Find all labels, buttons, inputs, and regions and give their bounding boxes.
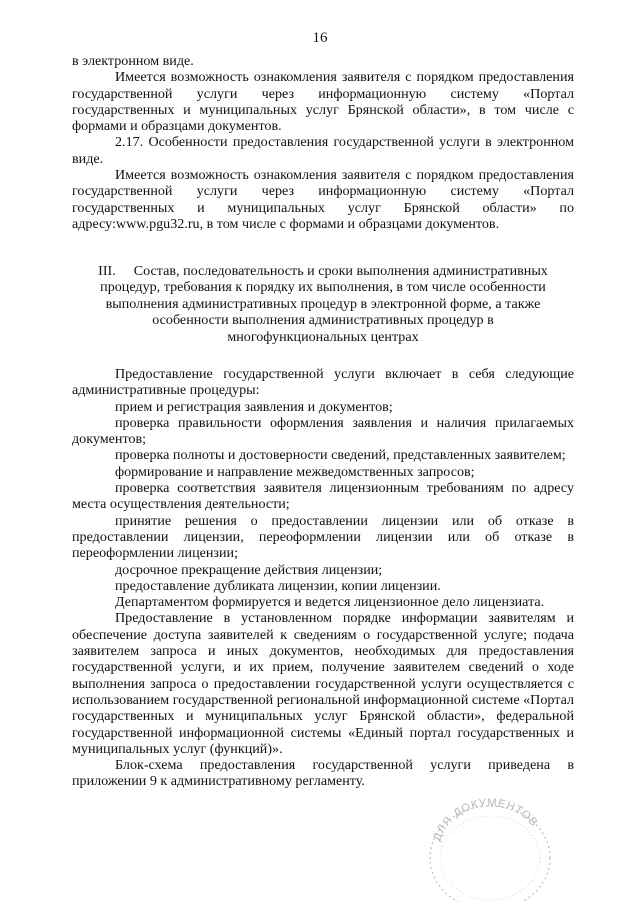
- section-heading-line-3: выполнения административных процедур в электронной форме, а также: [105, 295, 541, 312]
- section-heading-line-1: III. Состав, последовательность и сроки выполнения административных: [98, 263, 548, 279]
- paragraph: Блок-схема предоставления государственной услуги приведена в приложении 9 к административному регламенту.: [72, 757, 574, 790]
- paragraph: Департаментом формируется и ведется лицензионное дело лицензиата.: [115, 594, 545, 611]
- list-item: предоставление дубликата лицензии, копии лицензии.: [115, 577, 441, 594]
- stamp-text: ДЛЯ ДОКУМЕНТОВ: [431, 796, 541, 843]
- official-stamp-seal: [418, 792, 558, 902]
- section-roman-numeral: III.: [98, 263, 116, 279]
- paragraph: в электронном виде.: [72, 53, 194, 69]
- list-item: принятие решения о предоставлении лицензии или об отказе в предоставлении лицензии, переоформлении лицензии или об отказе в переоформлении лицензии;: [72, 512, 574, 562]
- list-item: досрочное прекращение действия лицензии;: [115, 561, 383, 578]
- section-heading: [72, 263, 574, 345]
- list-item: проверка полноты и достоверности сведений, представленных заявителем;: [115, 447, 566, 464]
- section-heading-line-5: многофункциональных центрах: [227, 328, 419, 345]
- top-text-block: [72, 53, 574, 232]
- body-text-block: [72, 366, 574, 790]
- paragraph: Имеется возможность ознакомления заявителя с порядком предоставления государственной услуги через информационную систему «Портал государственных и муниципальных услуг Брянской области», в том числе с формами и образцами документов.: [72, 69, 574, 135]
- section-heading-line-4: особенности выполнения административных процедур в: [152, 312, 494, 329]
- paragraph: Предоставление в установленном порядке информации заявителям и обеспечение доступа заявителей к сведениям о государственной услуге; подача заявителем запроса и иных документов, необходимых для предоставления государственной услуги, и их прием, получение заявителем сведений о ходе выполнения запроса о предоставлении государственной услуги осуществляется с использованием государственной региональной информационной системе «Портал государственных и муниципальных услуг Брянской области», федеральной государственной информационной системы «Единый портал государственных и муниципальных услуг (функций)».: [72, 610, 574, 757]
- page-number: 16: [312, 30, 328, 46]
- section-heading-line-2: процедур, требования к порядку их выполнения, в том числе особенности: [100, 279, 546, 296]
- list-item: прием и регистрация заявления и документов;: [115, 398, 393, 415]
- list-item: проверка правильности оформления заявления и наличия прилагаемых документов;: [72, 414, 574, 448]
- paragraph: Имеется возможность ознакомления заявителя с порядком предоставления государственной услуги через информационную систему «Портал государственных и муниципальных услуг Брянской области» по адресу:www.pgu32.ru, в том числе с формами и образцами документов.: [72, 167, 574, 232]
- list-item: проверка соответствия заявителя лицензионным требованиям по адресу места осуществления деятельности;: [72, 480, 574, 513]
- paragraph-section-2-17: 2.17. Особенности предоставления государственной услуги в электронном виде.: [72, 134, 574, 167]
- paragraph: Предоставление государственной услуги включает в себя следующие административные процедуры:: [72, 366, 574, 399]
- list-item: формирование и направление межведомственных запросов;: [115, 463, 475, 480]
